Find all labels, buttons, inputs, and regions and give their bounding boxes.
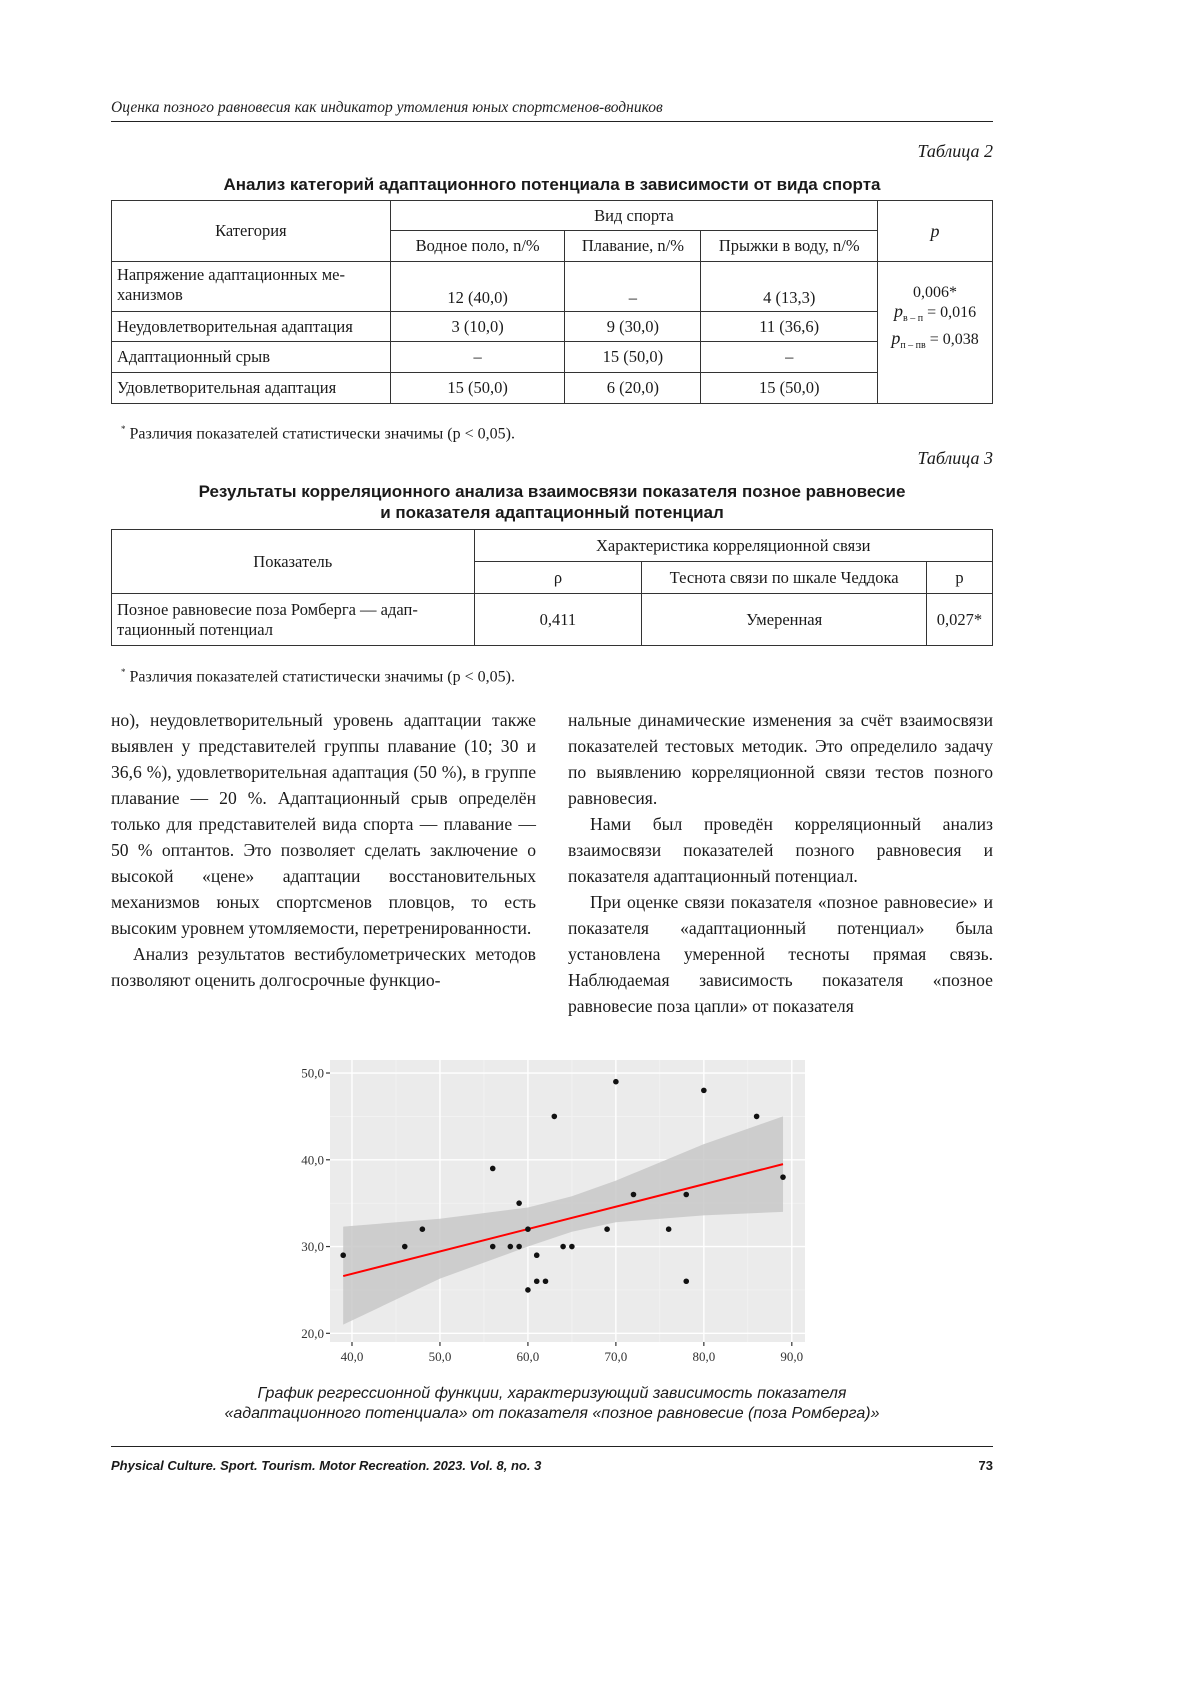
p-value: 0,006* (913, 284, 958, 302)
data-point (420, 1226, 426, 1232)
table-row (112, 312, 993, 342)
data-point (754, 1114, 760, 1120)
header-rule (111, 121, 993, 122)
journal-citation: Physical Culture. Sport. Tourism. Motor Recreation. 2023. Vol. 8, no. 3 (111, 1458, 542, 1473)
data-point (490, 1244, 496, 1250)
y-tick-label: 30,0 (301, 1239, 324, 1255)
table3-title-line2: и показателя адаптационный потенциал (380, 503, 724, 522)
cell: – (390, 342, 565, 373)
paragraph: Анализ результатов вестибулометрических методов позволяют оценить долгосрочные функцио- (111, 944, 536, 990)
cell: 15 (50,0) (565, 342, 701, 373)
table3 (111, 529, 993, 646)
data-point (534, 1278, 540, 1284)
cell-chaddock: Умеренная (642, 594, 927, 646)
table-row (112, 262, 993, 312)
table2-title: Анализ категорий адаптационного потенциала в зависимости от вида спорта (223, 175, 881, 194)
table3-header-indicator: Показатель (112, 530, 475, 594)
data-point (516, 1244, 522, 1250)
table3-header-group: Характеристика корреляционной связи (474, 530, 992, 562)
data-point (604, 1226, 610, 1232)
cell: 6 (20,0) (565, 373, 701, 404)
y-tick-label: 50,0 (301, 1065, 324, 1081)
row-category: Адаптационный срыв (112, 342, 391, 373)
figure-caption-line1: График регрессионной функции, характеризующий зависимость показателя (257, 1385, 847, 1402)
table2-label: Таблица 2 (917, 141, 993, 161)
table2-header-category: Категория (112, 201, 391, 262)
data-point (543, 1278, 549, 1284)
table2-header-diving: Прыжки в воду, n/% (701, 231, 878, 262)
x-tick-label: 40,0 (340, 1349, 364, 1364)
row-indicator: Позное равновесие поза Ромберга — адап-тационный потенциал (112, 594, 475, 646)
figure-caption-line2: «адаптационного потенциала» от показателя «позное равновесие (поза Ромберга)» (224, 1405, 880, 1422)
regression-scatter-chart (280, 1050, 820, 1370)
data-point (631, 1192, 637, 1198)
table3-title-line1: Результаты корреляционного анализа взаимосвязи показателя позное равновесие (198, 482, 906, 501)
running-head: Оценка позного равновесия как индикатор утомления юных спортсменов-водников (111, 99, 663, 116)
data-point (666, 1226, 672, 1232)
body-column-left (111, 707, 536, 993)
data-point (552, 1114, 558, 1120)
data-point (516, 1200, 522, 1206)
p-pair-1: $p_{в - п} = 0,016$ (894, 301, 977, 325)
data-point (490, 1166, 496, 1172)
y-tick-label: 20,0 (301, 1325, 324, 1341)
data-point (560, 1244, 566, 1250)
table2-p-cell (878, 262, 993, 404)
table-row (112, 594, 993, 646)
paragraph: нальные динамические изменения за счёт взаимосвязи показателей тестовых методик. Это определило задачу по выявлению корреляционной связи тестов позного равновесия. (568, 710, 993, 808)
table-row (112, 342, 993, 373)
x-tick-label: 90,0 (780, 1349, 804, 1364)
row-category: Неудовлетворительная адаптация (112, 312, 391, 342)
data-point (780, 1174, 786, 1180)
table2-header-sport: Вид спорта (390, 201, 877, 231)
table3-header-rho: ρ (474, 562, 642, 594)
cell-rho: 0,411 (474, 594, 642, 646)
table3-header-chaddock: Теснота связи по шкале Чеддока (642, 562, 927, 594)
cell: 4 (13,3) (701, 262, 878, 312)
table2-note: * Различия показателей статистически значимы (p < 0,05). (121, 424, 515, 443)
x-tick-label: 60,0 (516, 1349, 540, 1364)
footer-rule (111, 1446, 993, 1447)
x-tick-label: 80,0 (692, 1349, 716, 1364)
table2-header-waterpolo: Водное поло, n/% (390, 231, 565, 262)
x-tick-label: 70,0 (604, 1349, 628, 1364)
table3-label: Таблица 3 (917, 448, 993, 468)
cell: 15 (50,0) (390, 373, 565, 404)
paragraph: Нами был проведён корреляционный анализ взаимосвязи показателей позного равновесия и показателя адаптационный потенциал. (568, 814, 993, 886)
data-point (613, 1079, 619, 1085)
table2-header-p: p (878, 201, 993, 262)
data-point (525, 1287, 531, 1293)
body-column-right (568, 707, 993, 1019)
cell: 9 (30,0) (565, 312, 701, 342)
table-row (112, 373, 993, 404)
table2 (111, 200, 993, 404)
data-point (683, 1278, 689, 1284)
page-footer (111, 1458, 993, 1473)
cell: 12 (40,0) (390, 262, 565, 312)
table2-header-swimming: Плавание, n/% (565, 231, 701, 262)
cell: 3 (10,0) (390, 312, 565, 342)
data-point (569, 1244, 575, 1250)
cell: – (701, 342, 878, 373)
paragraph: При оценке связи показателя «позное равновесие» и показателя «адаптационный потенциал» была установлена умеренной тесноты прямая связь. Наблюдаемая зависимость показателя «позное равновесие поза цапли» от показателя (568, 892, 993, 1016)
data-point (683, 1192, 689, 1198)
p-pair-2: $p_{п - пв} = 0,038$ (891, 327, 979, 351)
x-tick-label: 50,0 (428, 1349, 452, 1364)
y-tick-label: 40,0 (301, 1152, 324, 1168)
data-point (525, 1226, 531, 1232)
cell-p: 0,027* (926, 594, 992, 646)
table3-header-p: p (926, 562, 992, 594)
data-point (534, 1252, 540, 1258)
data-point (701, 1088, 707, 1094)
paragraph: но), неудовлетворительный уровень адаптации также выявлен у представителей группы плавание (10; 30 и 36,6 %), удовлетворительная адаптация (50 %), в группе плавание — 20 %. Адаптационный срыв определён только для представителей вида спорта — плавание — 50 % оптантов. Это позволяет сделать заключение о высокой «цене» адаптации восстановительных механизмов юных спортсменов пловцов, то есть высоким уровнем утомляемости, перетренированности. (111, 710, 536, 938)
cell: 11 (36,6) (701, 312, 878, 342)
cell: – (565, 262, 701, 312)
row-category: Удовлетворительная адаптация (112, 373, 391, 404)
page-number: 73 (978, 1458, 993, 1473)
data-point (508, 1244, 514, 1250)
table3-note: * Различия показателей статистически значимы (p < 0,05). (121, 667, 515, 686)
data-point (340, 1252, 346, 1258)
data-point (402, 1244, 408, 1250)
cell: 15 (50,0) (701, 373, 878, 404)
row-category: Напряжение адаптационных ме-ханизмов (112, 262, 391, 312)
